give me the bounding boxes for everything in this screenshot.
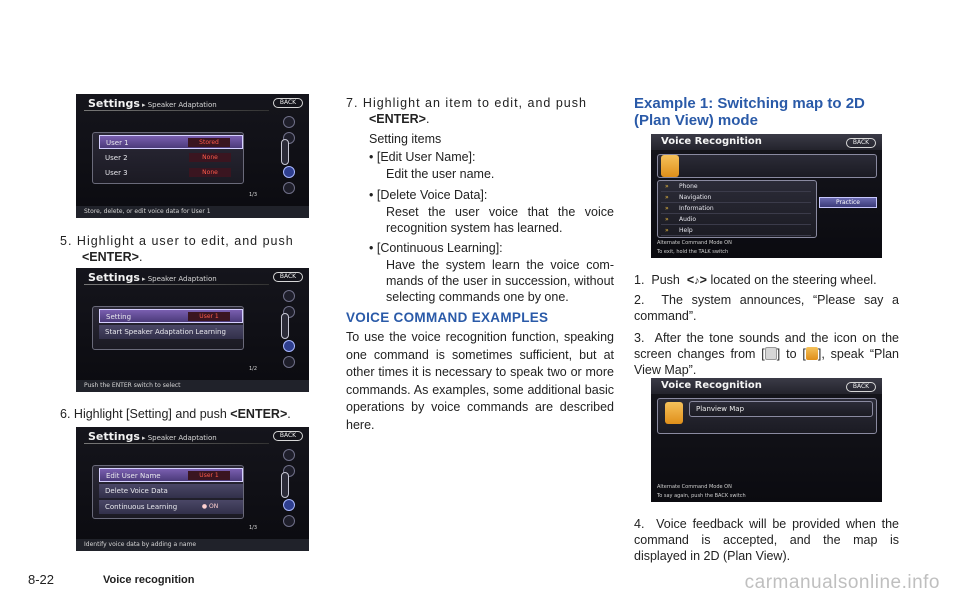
step-7: 7. Highlight an item to edit, and push (346, 96, 587, 110)
status-value: Stored (188, 138, 230, 147)
menu-item-user-2[interactable]: User 2 None (99, 151, 243, 165)
setting-item-edit-user-name-desc: Edit the user name. (386, 167, 495, 181)
section-body: To use the voice recognition function, speaking one command is sometimes sufficient, but at other times it is necessary to speak two or more commands. As examples, some additional basic operations by voice commands are described here. (346, 330, 614, 432)
page-indicator: 1/3 (248, 192, 257, 198)
example-step-2: 2. The system announces, “Please say a command”. (634, 293, 899, 323)
setting-item-delete-voice-data: • [Delete Voice Data]: (369, 188, 488, 202)
status-value: None (189, 153, 231, 162)
voice-mark-icon: » (665, 227, 669, 234)
hint-text: Identify voice data by adding a name (76, 539, 309, 551)
page-indicator: 1/3 (248, 525, 257, 531)
back-button[interactable]: BACK (846, 138, 876, 148)
scroll-up-knob[interactable] (283, 290, 295, 302)
step-5: 5. Highlight a user to edit, and push (60, 234, 294, 248)
divider (84, 284, 269, 285)
command-phone[interactable]: » Phone (661, 181, 811, 192)
menu-item-setting[interactable]: Setting User 1 (99, 309, 243, 323)
scroll-knob (283, 182, 295, 194)
back-button[interactable]: BACK (273, 272, 303, 282)
voice-mark-icon: » (665, 216, 669, 223)
screen-title: Settings ▸ Speaker Adaptation (88, 271, 217, 284)
page-indicator: 1/2 (248, 366, 257, 372)
menu-list (92, 132, 244, 184)
status-value: None (189, 168, 231, 177)
status-value: User 1 (188, 471, 230, 480)
setting-items-heading: Setting items (369, 132, 442, 146)
voice-mark-icon: » (665, 205, 669, 212)
screen-title: Voice Recognition (661, 136, 762, 147)
command-information[interactable]: » Information (661, 203, 811, 214)
mode-status: Alternate Command Mode ON (657, 484, 732, 490)
menu-item-continuous-learning[interactable]: Continuous Learning ● ON (99, 500, 243, 514)
voice-icon-gray (765, 347, 777, 360)
screen-subtitle: ▸ Speaker Adaptation (141, 101, 217, 109)
step-6: 6. Highlight [Setting] and push <ENTER>. (60, 407, 291, 421)
setting-item-edit-user-name: • [Edit User Name]: (369, 150, 476, 164)
scroll-knob (283, 515, 295, 527)
menu-item-delete-voice-data[interactable]: Delete Voice Data (99, 484, 243, 498)
command-navigation[interactable]: » Navigation (661, 192, 811, 203)
screen-speaker-adaptation-edit (76, 427, 309, 551)
page-number: 8-22 (28, 572, 55, 587)
scrollbar[interactable] (281, 139, 289, 165)
example-step-1: 1. Push <♪> located on the steering wheel. (634, 273, 877, 287)
screen-title: Settings ▸ Speaker Adaptation (88, 430, 217, 443)
menu-item-user-1[interactable]: User 1 Stored (99, 135, 243, 149)
screen-voice-recognition-result (651, 378, 882, 502)
recognized-command: Planview Map (689, 401, 873, 417)
screen-voice-recognition-menu (651, 134, 882, 258)
scrollbar[interactable] (281, 472, 289, 498)
screen-title: Voice Recognition (661, 380, 762, 391)
example-heading: Example 1: Switching map to 2D (Plan View) mode (634, 95, 865, 129)
scroll-up-knob[interactable] (283, 116, 295, 128)
divider (84, 110, 269, 111)
setting-item-continuous-learning-desc: Have the system learn the voice com- mands of the user in succession, without selecting commands one by one. (386, 258, 614, 304)
practice-button[interactable]: Practice (819, 197, 877, 208)
menu-list (92, 306, 244, 350)
scroll-knob (283, 356, 295, 368)
scrollbar[interactable] (281, 313, 289, 339)
example-step-3: 3. After the tone sounds and the icon on the screen changes from [ ] to [ ], speak “Plan View Map”. (634, 331, 900, 377)
voice-icon (661, 155, 679, 177)
voice-mark-icon: » (665, 183, 669, 190)
setting-item-delete-voice-data-desc: Reset the user voice that the voice recognition system has learned. (386, 205, 614, 235)
hint-text: Store, delete, or edit voice data for User 1 (76, 206, 309, 218)
menu-item-start-learning[interactable]: Start Speaker Adaptation Learning (99, 325, 243, 339)
scroll-up-knob[interactable] (283, 449, 295, 461)
prompt-panel (657, 154, 877, 178)
example-step-4: 4. Voice feedback will be provided when the command is accepted, and the map is displayed in 2D (Plan View). (634, 517, 899, 563)
voice-icon (665, 402, 683, 424)
screen-speaker-adaptation-users (76, 94, 309, 218)
screen-title: Settings ▸ Speaker Adaptation (88, 97, 217, 110)
screen-speaker-adaptation-setting (76, 268, 309, 392)
menu-item-edit-user-name[interactable]: Edit User Name User 1 (99, 468, 243, 482)
command-help[interactable]: » Help (661, 225, 811, 236)
talk-switch-icon: ♪ (694, 275, 700, 287)
scroll-down-knob[interactable] (283, 499, 295, 511)
step-7-key: <ENTER>. (369, 112, 430, 126)
menu-item-user-3[interactable]: User 3 None (99, 166, 243, 180)
back-button[interactable]: BACK (846, 382, 876, 392)
step-5-key: <ENTER>. (82, 250, 143, 264)
voice-mark-icon: » (665, 194, 669, 201)
scroll-down-knob[interactable] (283, 340, 295, 352)
hint-text: To say again, push the BACK switch (657, 493, 746, 499)
toggle-on-indicator[interactable]: ● ON (201, 503, 219, 510)
divider (84, 443, 269, 444)
back-button[interactable]: BACK (273, 98, 303, 108)
menu-list (92, 465, 244, 519)
back-button[interactable]: BACK (273, 431, 303, 441)
screen-subtitle: ▸ Speaker Adaptation (141, 434, 217, 442)
section-heading: VOICE COMMAND EXAMPLES (346, 310, 549, 325)
setting-item-continuous-learning: • [Continuous Learning]: (369, 241, 503, 255)
hint-text: Push the ENTER switch to select (76, 380, 309, 392)
watermark: carmanualsonline.info (744, 572, 940, 593)
section-label: Voice recognition (103, 574, 195, 586)
voice-icon-orange (806, 347, 818, 360)
command-audio[interactable]: » Audio (661, 214, 811, 225)
hint-text: To exit, hold the TALK switch (657, 249, 729, 255)
scroll-down-knob[interactable] (283, 166, 295, 178)
mode-status: Alternate Command Mode ON (657, 240, 732, 246)
status-value: User 1 (188, 312, 230, 321)
screen-subtitle: ▸ Speaker Adaptation (141, 275, 217, 283)
